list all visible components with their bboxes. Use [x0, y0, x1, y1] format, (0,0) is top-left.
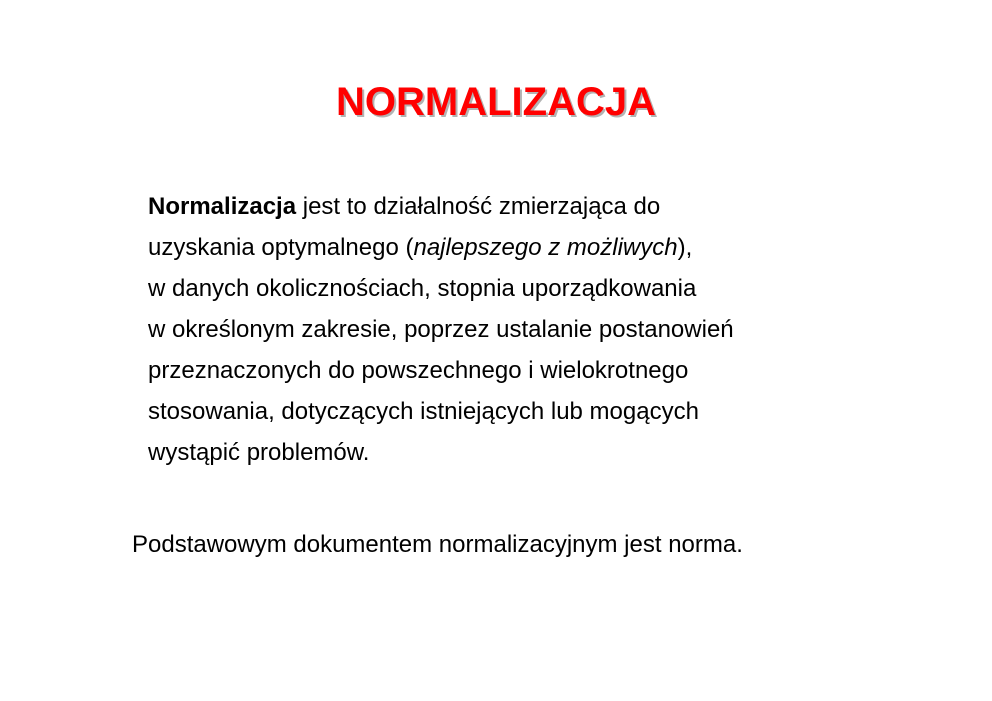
definition-line-2	[148, 227, 928, 268]
definition-line-6: stosowania, dotyczących istniejących lub mogących	[148, 398, 699, 425]
definition-line-7: wystąpić problemów.	[148, 439, 370, 466]
slide-title: NORMALIZACJA	[336, 80, 656, 124]
definition-emphasis: najlepszego z możliwych	[413, 234, 678, 261]
definition-term: Normalizacja	[148, 193, 297, 220]
definition-line-3: w danych okolicznościach, stopnia uporządkowania	[148, 275, 697, 302]
definition-line-2-before: uzyskania optymalnego (	[148, 234, 414, 261]
definition-paragraph	[148, 186, 928, 473]
definition-line-4: w określonym zakresie, poprzez ustalanie postanowień	[148, 316, 734, 343]
summary-text: Podstawowym dokumentem normalizacyjnym jest norma.	[132, 531, 743, 558]
definition-line-5: przeznaczonych do powszechnego i wielokrotnego	[148, 357, 689, 384]
definition-line-1	[148, 186, 928, 227]
definition-line-2-after: ),	[677, 234, 693, 261]
definition-line-1-text: jest to działalność zmierzająca do	[296, 193, 661, 220]
